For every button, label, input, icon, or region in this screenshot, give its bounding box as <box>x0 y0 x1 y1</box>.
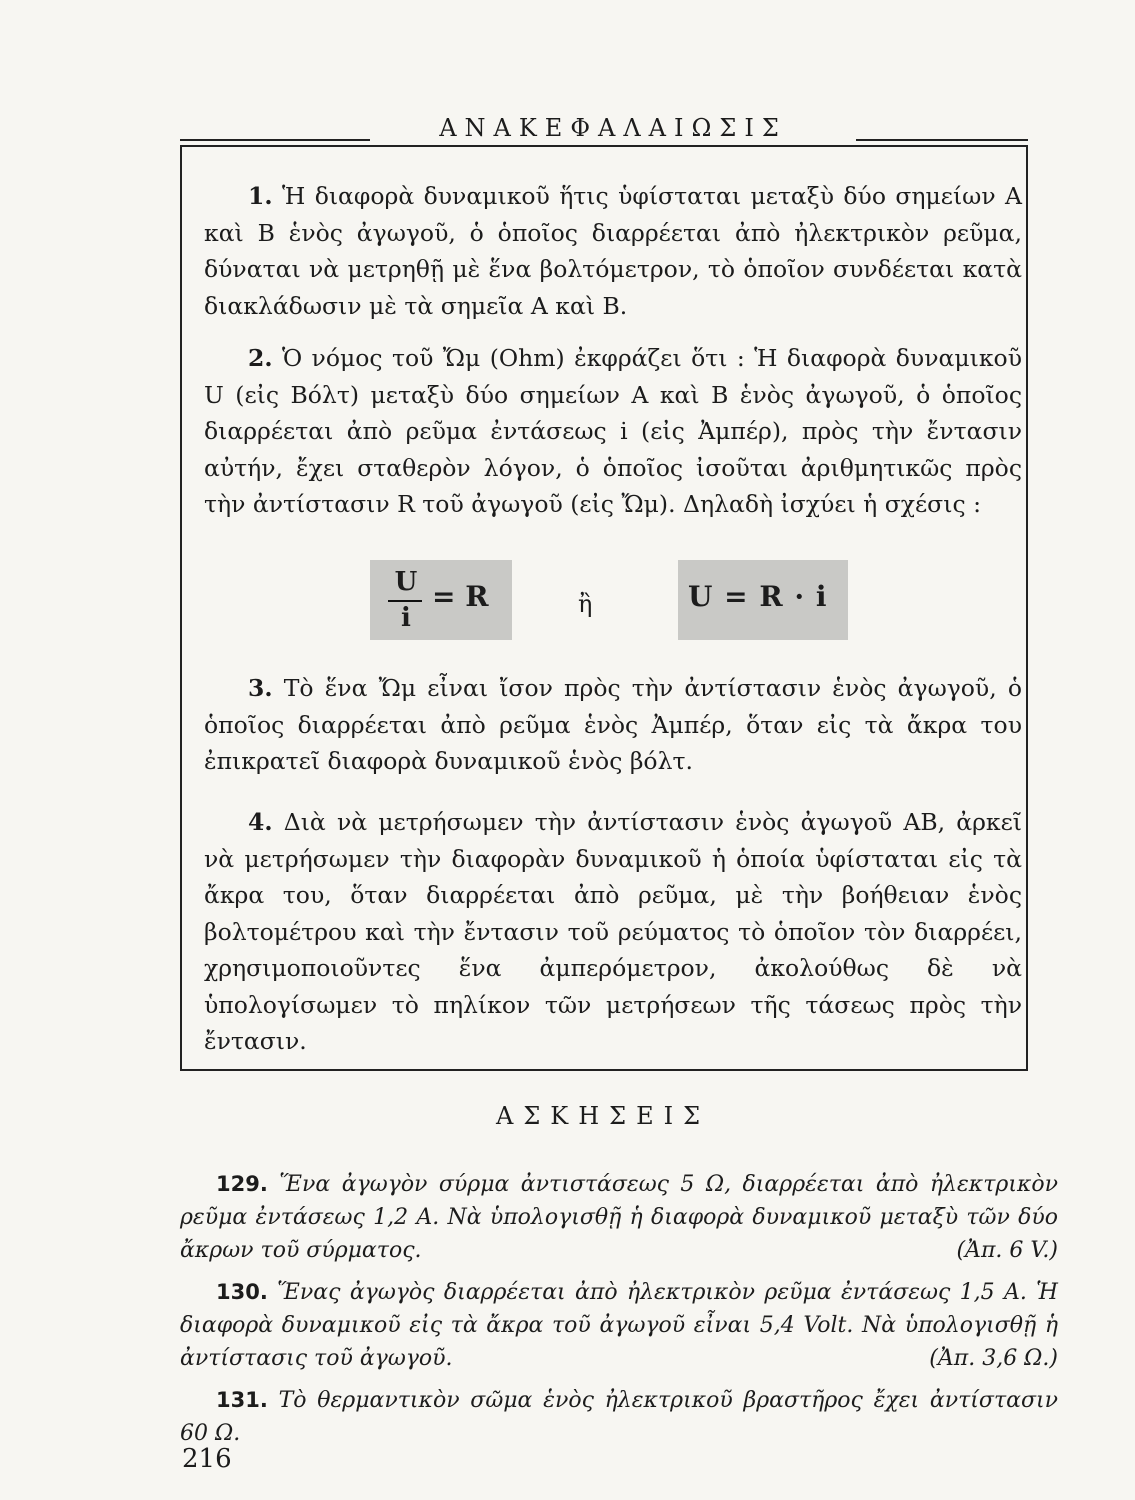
item-text: Ὁ νόμος τοῦ Ὤμ (Ohm) ἐκφράζει ὅτι : Ἡ διαφορὰ δυναμικοῦ U (εἰς Βόλτ) μεταξὺ δύο σημείων Α καὶ Β ἑνὸς ἀγωγοῦ, ὁ ὁποῖος διαρρέεται ἀπὸ ρεῦμα ἐντάσεως i (εἰς Ἀμπέρ), πρὸς τὴν ἔντασιν αὐτήν, ἔχει σταθερὸν λόγον, ὁ ὁποῖος ἰσοῦται ἀριθμητικῶς πρὸς τὴν ἀντίστασιν R τοῦ ἀγωγοῦ (εἰς Ὤμ). Δηλαδὴ ἰσχύει ἡ σχέσις : <box>204 344 1022 518</box>
exercise-number: 131. <box>216 1388 268 1412</box>
summary-item-2 <box>204 340 1022 523</box>
formula-product-text: U = R · i <box>688 580 828 613</box>
item-number: 4. <box>248 808 273 836</box>
exercise-answer: (Ἀπ. 6 V.) <box>956 1238 1058 1263</box>
item-text: Τὸ ἕνα Ὤμ εἶναι ἴσον πρὸς τὴν ἀντίστασιν ἑνὸς ἀγωγοῦ, ὁ ὁποῖος διαρρέεται ἀπὸ ρεῦμα ἑνὸς Ἀμπέρ, ὅταν εἰς τὰ ἄκρα του ἐπικρατεῖ διαφορὰ δυναμικοῦ ἑνὸς βόλτ. <box>204 674 1022 775</box>
exercise-number: 129. <box>216 1172 268 1196</box>
formula-equals-r: = R <box>432 580 489 613</box>
ohm-formula-product <box>678 560 848 640</box>
exercises-title: ΑΣΚΗΣΕΙΣ <box>496 1102 711 1130</box>
exercise-131 <box>180 1384 1058 1450</box>
exercise-130 <box>180 1276 1058 1375</box>
summary-item-3 <box>204 670 1022 780</box>
exercise-129 <box>180 1168 1058 1267</box>
exercise-text: Ἕνας ἀγωγὸς διαρρέεται ἀπὸ ἠλεκτρικὸν ρεῦμα ἐντάσεως 1,5 Α. Ἡ διαφορὰ δυναμικοῦ εἰς τὰ ἄκρα τοῦ ἀγωγοῦ εἶναι 5,4 Volt. Νὰ ὑπολογισθῇ ἡ ἀντίστασις τοῦ ἀγωγοῦ. <box>180 1280 1058 1371</box>
exercise-number: 130. <box>216 1280 268 1304</box>
item-text: Ἡ διαφορὰ δυναμικοῦ ἥτις ὑφίσταται μεταξὺ δύο σημείων Α καὶ Β ἑνὸς ἀγωγοῦ, ὁ ὁποῖος διαρρέεται ἀπὸ ἠλεκτρικὸν ρεῦμα, δύναται νὰ μετρηθῇ μὲ ἕνα βολτόμετρον, τὸ ὁποῖον συνδέεται κατὰ διακλάδωσιν μὲ τὰ σημεῖα Α καὶ Β. <box>204 182 1022 320</box>
summary-title: ΑΝΑΚΕΦΑΛΑΙΩΣΙΣ <box>370 114 856 142</box>
item-number: 2. <box>248 344 273 372</box>
summary-item-4 <box>204 804 1022 1060</box>
item-number: 1. <box>248 182 273 210</box>
ohm-formula-fraction <box>370 560 512 640</box>
exercise-answer: (Ἀπ. 3,6 Ω.) <box>929 1346 1058 1371</box>
exercise-text: Ἕνα ἀγωγὸν σύρμα ἀντιστάσεως 5 Ω, διαρρέεται ἀπὸ ἠλεκτρικὸν ρεῦμα ἐντάσεως 1,2 Α. Νὰ ὑπολογισθῇ ἡ διαφορὰ δυναμικοῦ μεταξὺ τῶν δύο ἄκρων τοῦ σύρματος. <box>180 1172 1058 1263</box>
summary-item-1 <box>204 178 1022 324</box>
exercise-text: Τὸ θερμαντικὸν σῶμα ἑνὸς ἠλεκτρικοῦ βραστῆρος ἔχει ἀντίστασιν 60 Ω. <box>180 1388 1058 1446</box>
title-rule-right <box>836 139 1028 141</box>
page-number: 216 <box>182 1444 232 1474</box>
item-number: 3. <box>248 674 273 702</box>
item-text: Διὰ νὰ μετρήσωμεν τὴν ἀντίστασιν ἑνὸς ἀγωγοῦ ΑΒ, ἀρκεῖ νὰ μετρήσωμεν τὴν διαφορὰν δυναμικοῦ ἡ ὁποία ὑφίσταται εἰς τὰ ἄκρα του, ὅταν διαρρέεται ἀπὸ ρεῦμα, μὲ τὴν βοήθειαν ἑνὸς βολτομέτρου καὶ τὴν ἔντασιν τοῦ ρεύματος τὸ ὁποῖον τὸν διαρρέει, χρησιμοποιοῦντες ἕνα ἀμπερόμετρον, ἀκολούθως δὲ νὰ ὑπολογίσωμεν τὸ πηλίκον τῶν μετρήσεων τῆς τάσεως πρὸς τὴν ἔντασιν. <box>204 808 1022 1055</box>
title-rule-left <box>180 139 374 141</box>
formula-numerator: U <box>394 567 418 597</box>
formula-denominator: i <box>401 603 411 633</box>
formula-or: ἢ <box>578 590 593 618</box>
